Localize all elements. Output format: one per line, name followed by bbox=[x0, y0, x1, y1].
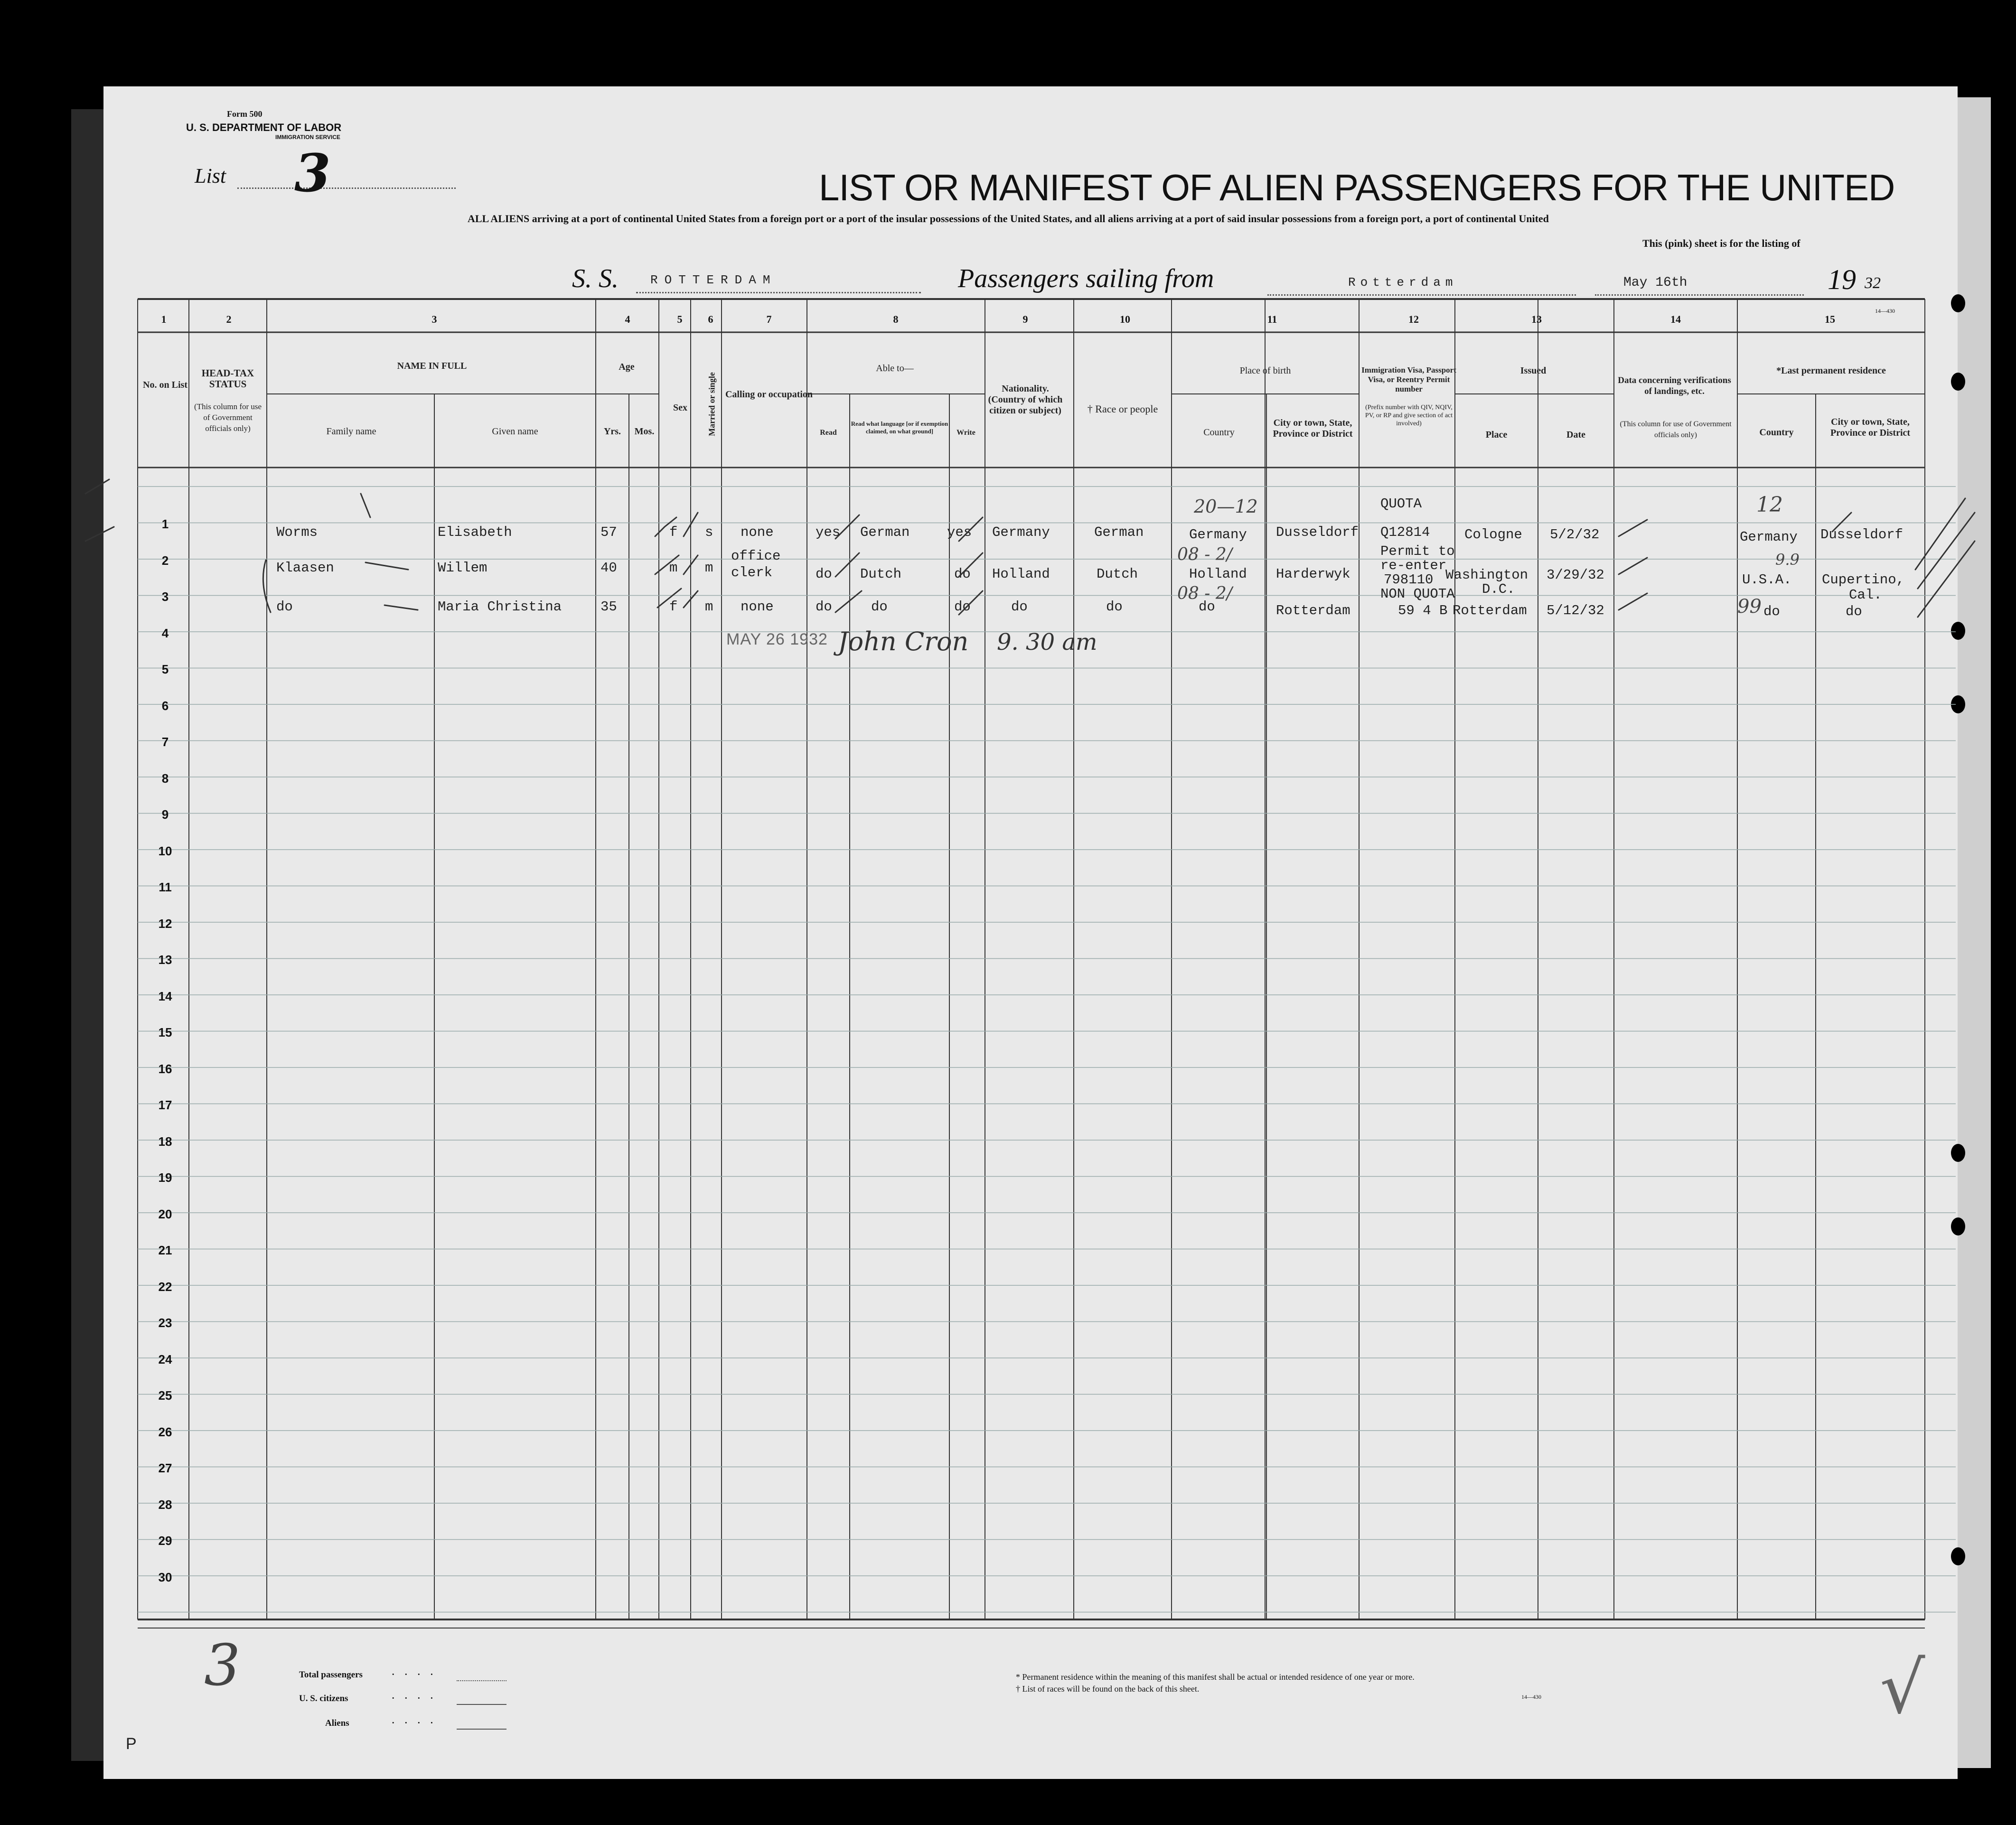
sailing-date: May 16th bbox=[1623, 275, 1688, 290]
row-number: 30 bbox=[158, 1570, 172, 1584]
aliens-line bbox=[457, 1729, 506, 1730]
row1-place: Cologne bbox=[1464, 527, 1522, 543]
row-number: 28 bbox=[158, 1497, 172, 1512]
hand-note-12: 12 bbox=[1756, 493, 1783, 517]
row-number: 21 bbox=[158, 1243, 172, 1257]
header-issued-date: Date bbox=[1566, 430, 1585, 440]
row3-race: do bbox=[1106, 599, 1123, 615]
header-head-tax: HEAD-TAX STATUS bbox=[201, 367, 254, 390]
quota-label: QUOTA bbox=[1380, 496, 1422, 512]
header-issued: Issued bbox=[1520, 365, 1547, 376]
year-suffix: 32 bbox=[1865, 274, 1881, 292]
small-code: 14—430 bbox=[1875, 308, 1895, 314]
col-number: 1 bbox=[161, 313, 167, 325]
inspector-signature: John Cron bbox=[838, 627, 969, 656]
header-yrs: Yrs. bbox=[603, 426, 621, 437]
col-number: 11 bbox=[1267, 313, 1277, 325]
row-number: 16 bbox=[158, 1061, 172, 1076]
row2-nationality: Holland bbox=[992, 566, 1050, 582]
total-passengers-line bbox=[457, 1680, 506, 1681]
header-birth-city: City or town, State, Province or District bbox=[1273, 418, 1353, 439]
header-mos: Mos. bbox=[634, 426, 655, 437]
row3-res-country: do bbox=[1763, 604, 1780, 619]
row3-given: Maria Christina bbox=[438, 599, 562, 615]
row2-birth-country: Holland bbox=[1189, 566, 1247, 582]
row2-family: Klaasen bbox=[276, 560, 334, 576]
row-number: 4 bbox=[161, 626, 169, 640]
row-number: 19 bbox=[158, 1170, 172, 1185]
hand-note-08-2: 08 - 2/ bbox=[1177, 584, 1232, 603]
header-race: † Race or people bbox=[1087, 403, 1158, 415]
header-visa-note: (Prefix number with QIV, NQIV, PV, or RP and give section of act involved) bbox=[1365, 404, 1453, 427]
row-number: 1 bbox=[161, 517, 169, 531]
row1-yrs: 57 bbox=[600, 524, 617, 540]
row3-birth-country: do bbox=[1199, 599, 1215, 615]
row2-write: do bbox=[954, 566, 971, 582]
inspection-time: 9. 30 am bbox=[997, 629, 1097, 655]
row1-date: 5/2/32 bbox=[1550, 527, 1600, 543]
row1-sex: f bbox=[669, 524, 678, 540]
row2-calling-1: office bbox=[731, 548, 781, 564]
hand-note-20-12: 20—12 bbox=[1194, 496, 1258, 517]
year-prefix: 19 bbox=[1828, 264, 1856, 295]
header-res-country: Country bbox=[1759, 427, 1794, 438]
row3-visa-1: NON QUOTA bbox=[1380, 586, 1455, 602]
header-data-verif-note: (This column for use of Government officials only) bbox=[1620, 420, 1732, 439]
footnote-permanent-residence: * Permanent residence within the meaning of this manifest shall be actual or intended residence of one year or more. bbox=[1016, 1672, 1415, 1682]
row-number: 18 bbox=[158, 1134, 172, 1149]
row2-place-2: D.C. bbox=[1482, 581, 1515, 597]
col-number: 15 bbox=[1825, 313, 1835, 325]
row-number: 7 bbox=[161, 735, 169, 749]
row2-language: Dutch bbox=[860, 566, 902, 582]
hand-note-99-2: 99 bbox=[1737, 596, 1762, 618]
header-no-on-list: No. on List bbox=[143, 380, 188, 390]
header-calling: Calling or occupation bbox=[725, 389, 813, 400]
row-number: 20 bbox=[158, 1207, 172, 1221]
row3-visa-2: 59 4 B bbox=[1398, 603, 1448, 618]
footer-code: 14—430 bbox=[1521, 1694, 1541, 1700]
row2-calling-2: clerk bbox=[731, 565, 773, 580]
row3-read: do bbox=[816, 599, 832, 615]
row2-res-country: U.S.A. bbox=[1742, 572, 1792, 588]
row-number: 15 bbox=[158, 1025, 172, 1039]
ss-label: S. S. bbox=[572, 264, 619, 293]
header-issued-place: Place bbox=[1485, 430, 1508, 440]
list-number: 3 bbox=[294, 142, 331, 204]
header-given-name: Given name bbox=[492, 426, 538, 437]
row3-yrs: 35 bbox=[600, 599, 617, 615]
row1-write: yes bbox=[947, 524, 972, 540]
row-number: 5 bbox=[161, 662, 169, 676]
header-birth-country: Country bbox=[1203, 427, 1235, 438]
row-number: 9 bbox=[161, 807, 169, 822]
row3-calling: none bbox=[741, 599, 774, 615]
aliens-label: Aliens bbox=[325, 1718, 349, 1728]
header-data-verif: Data concerning verifications of landings, etc. bbox=[1618, 375, 1731, 396]
header-write: Write bbox=[956, 429, 975, 437]
service: IMMIGRATION SERVICE bbox=[275, 134, 340, 140]
header-head-tax-note: (This column for use of Government officials only) bbox=[194, 402, 262, 433]
row-number: 26 bbox=[158, 1424, 172, 1439]
row3-family: do bbox=[276, 599, 293, 615]
header-visa: Immigration Visa, Passport Visa, or Reentry Permit number bbox=[1361, 365, 1456, 393]
row1-family: Worms bbox=[276, 524, 318, 540]
form-number: Form 500 bbox=[227, 109, 263, 119]
row2-visa-3: 798110 bbox=[1384, 572, 1434, 588]
list-label: List bbox=[195, 164, 226, 187]
row3-married: m bbox=[705, 599, 713, 615]
row3-res-city: do bbox=[1846, 604, 1862, 619]
row2-res-city-2: Cal. bbox=[1849, 587, 1882, 603]
col-number: 12 bbox=[1408, 313, 1419, 325]
col-number: 6 bbox=[708, 313, 713, 325]
row-number: 10 bbox=[158, 843, 172, 858]
row2-visa-2: re-enter bbox=[1380, 558, 1447, 573]
footnote-races: † List of races will be found on the back of this sheet. bbox=[1016, 1684, 1200, 1694]
row1-given: Elisabeth bbox=[438, 524, 512, 540]
ship-name: ROTTERDAM bbox=[650, 273, 777, 287]
row2-married: m bbox=[705, 560, 713, 576]
row3-nationality: do bbox=[1011, 599, 1028, 615]
row2-date: 3/29/32 bbox=[1547, 567, 1604, 583]
col-number: 8 bbox=[893, 313, 899, 325]
col-number: 4 bbox=[625, 313, 630, 325]
total-passengers-label: Total passengers bbox=[299, 1670, 363, 1680]
header-married: Married or single bbox=[707, 372, 717, 436]
row2-race: Dutch bbox=[1097, 566, 1138, 582]
header-family-name: Family name bbox=[326, 426, 376, 437]
row-number: 24 bbox=[158, 1352, 172, 1366]
us-citizens-line bbox=[457, 1704, 506, 1705]
margin-number: 3 bbox=[204, 1633, 241, 1699]
row-number: 27 bbox=[158, 1461, 172, 1475]
row1-res-city: Dusseldorf bbox=[1820, 527, 1903, 543]
row1-married: s bbox=[705, 524, 713, 540]
manifest-title: LIST OR MANIFEST OF ALIEN PASSENGERS FOR THE UNITED bbox=[819, 167, 1895, 208]
row-number: 12 bbox=[158, 916, 172, 931]
row1-visa: Q12814 bbox=[1380, 524, 1430, 540]
row-number: 23 bbox=[158, 1316, 172, 1330]
row1-birth-city: Dusseldorf bbox=[1276, 524, 1359, 540]
dots-3: · · · · bbox=[392, 1718, 437, 1728]
row3-write: do bbox=[954, 599, 971, 615]
dots-2: · · · · bbox=[392, 1694, 437, 1703]
row2-read: do bbox=[816, 566, 832, 582]
header-read: Read bbox=[820, 429, 837, 437]
date-stamp: MAY 26 1932 bbox=[726, 630, 828, 648]
row-number: 22 bbox=[158, 1279, 172, 1294]
row2-res-city: Cupertino, bbox=[1822, 572, 1905, 588]
row3-place: Rotterdam bbox=[1453, 603, 1527, 618]
header-age: Age bbox=[619, 362, 635, 372]
row-number: 29 bbox=[158, 1534, 172, 1548]
instructions-line2: This (pink) sheet is for the listing of bbox=[1642, 237, 1800, 249]
margin-letter: P bbox=[126, 1735, 137, 1753]
department: U. S. DEPARTMENT OF LABOR bbox=[186, 122, 342, 133]
row1-res-country: Germany bbox=[1740, 529, 1798, 545]
hand-note-99-1: 9.9 bbox=[1775, 551, 1800, 569]
row1-calling: none bbox=[741, 524, 774, 540]
row-number: 14 bbox=[158, 989, 172, 1003]
row-number: 13 bbox=[158, 953, 172, 967]
header-name-in-full: NAME IN FULL bbox=[397, 361, 467, 371]
row2-yrs: 40 bbox=[600, 560, 617, 576]
col-number: 14 bbox=[1670, 313, 1681, 325]
row1-language: German bbox=[860, 524, 910, 540]
row3-birth-city: Rotterdam bbox=[1276, 603, 1350, 618]
col-number: 3 bbox=[431, 313, 437, 325]
col-number: 13 bbox=[1531, 313, 1542, 325]
header-read-language: Read what language [or if exemption claimed, on what ground] bbox=[851, 420, 948, 435]
row1-read: yes bbox=[816, 524, 841, 540]
header-last-residence: *Last permanent residence bbox=[1776, 365, 1886, 376]
row2-birth-city: Harderwyk bbox=[1276, 566, 1350, 582]
row1-birth-country: Germany bbox=[1189, 527, 1247, 543]
sailing-label: Passengers sailing from bbox=[958, 264, 1214, 293]
instructions-line1: ALL ALIENS arriving at a port of continental United States from a foreign port or a port of the insular possessions of the United States, and all aliens arriving at a port of said insular possessions from a foreign port, a port of continental United bbox=[468, 213, 1549, 225]
row2-sex: m bbox=[669, 560, 678, 576]
row-number: 3 bbox=[161, 590, 169, 604]
us-citizens-label: U. S. citizens bbox=[299, 1694, 348, 1703]
row3-date: 5/12/32 bbox=[1547, 603, 1604, 618]
col-number: 5 bbox=[677, 313, 683, 325]
row-number: 8 bbox=[161, 771, 169, 786]
row3-language: do bbox=[871, 599, 888, 615]
dots-1: · · · · bbox=[392, 1670, 437, 1680]
row2-visa-1: Permit to bbox=[1380, 543, 1455, 559]
port-name: Rotterdam bbox=[1348, 275, 1458, 290]
col-number: 9 bbox=[1022, 313, 1028, 325]
col-number: 7 bbox=[766, 313, 772, 325]
header-sex: Sex bbox=[673, 402, 687, 413]
check-mark: √ bbox=[1880, 1647, 1925, 1730]
row3-sex: f bbox=[669, 599, 678, 615]
row-number: 11 bbox=[159, 880, 172, 894]
col-number: 2 bbox=[226, 313, 232, 325]
row-number: 25 bbox=[158, 1388, 172, 1403]
row1-nationality: Germany bbox=[992, 524, 1050, 540]
row2-place: Washington bbox=[1445, 567, 1528, 583]
header-place-of-birth: Place of birth bbox=[1239, 365, 1291, 376]
row2-given: Willem bbox=[438, 560, 488, 576]
row-number: 6 bbox=[161, 698, 169, 713]
header-res-city: City or town, State, Province or District bbox=[1830, 417, 1911, 438]
header-nationality: Nationality. (Country of which citizen or subject) bbox=[988, 384, 1063, 416]
col-number: 10 bbox=[1120, 313, 1130, 325]
header-able-to: Able to— bbox=[876, 363, 914, 374]
hand-note-08-1: 08 - 2/ bbox=[1177, 545, 1232, 564]
row-number: 17 bbox=[158, 1098, 172, 1112]
row1-race: German bbox=[1094, 524, 1144, 540]
row-number: 2 bbox=[161, 553, 169, 568]
